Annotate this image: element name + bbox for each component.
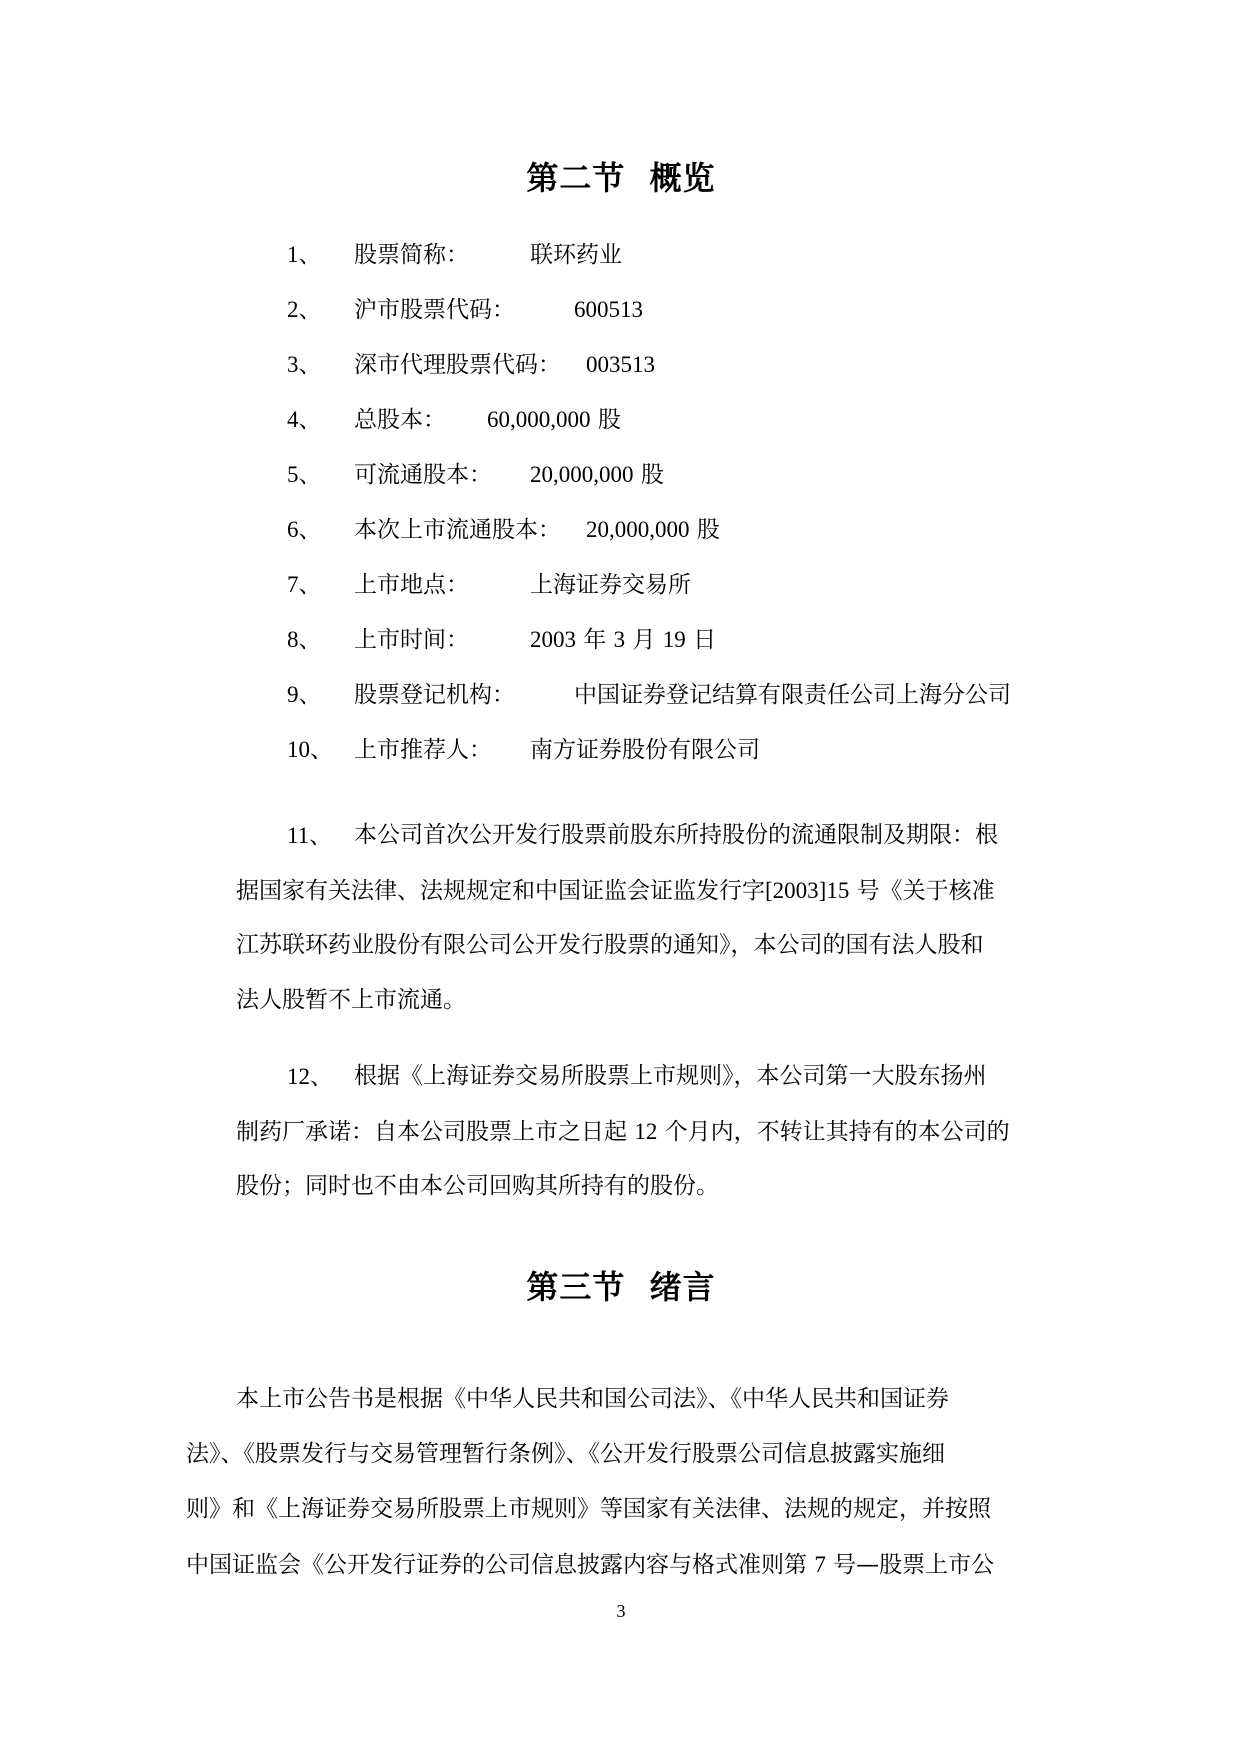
item-number: 7、 [287, 572, 322, 597]
paragraph-line [236, 1104, 1010, 1160]
item-number: 12、 [287, 1064, 333, 1089]
item-label: 沪市股票代码： [354, 297, 515, 323]
item-label: 股票简称： [354, 242, 469, 268]
item-value: 南方证券股份有限公司 [530, 737, 760, 763]
line-text: 号—股票上市公 [825, 1552, 995, 1578]
item-label: 上市时间： [354, 627, 469, 653]
item-value [586, 515, 720, 545]
item-label: 股票登记机构： [354, 682, 515, 708]
item-number: 1、 [287, 242, 322, 267]
line-text: 中国证监会《公开发行证券的公司信息披露内容与格式准则第 [186, 1552, 815, 1578]
months-number: 12 [634, 1119, 658, 1144]
paragraph-line [186, 1537, 994, 1593]
item-label: 上市推荐人： [354, 737, 492, 763]
item-label: 总股本： [354, 407, 446, 433]
item-number: 5、 [287, 462, 322, 487]
date-year: 2003 [530, 627, 576, 652]
paragraph-line: 根据《上海证券交易所股票上市规则》，本公司第一大股东扬州 [354, 1063, 987, 1089]
item-value [487, 405, 621, 435]
item-value-unit: 股 [597, 407, 621, 433]
line-text: 制药厂承诺：自本公司股票上市之日起 [236, 1119, 635, 1145]
paragraph-line: 股份；同时也不由本公司回购其所持有的股份。 [236, 1173, 719, 1199]
line-text: 号《关于核准 [849, 878, 995, 904]
item-label: 本次上市流通股本： [354, 517, 561, 543]
section-3-title: 第三节 绪言 [526, 1268, 716, 1306]
date-year-unit: 年 [583, 627, 607, 653]
item-value-unit: 股 [696, 517, 720, 543]
item-number: 3、 [287, 352, 322, 377]
item-label: 可流通股本： [354, 462, 492, 488]
item-number: 6、 [287, 517, 322, 542]
paragraph-line: 则》和《上海证券交易所股票上市规则》等国家有关法律、法规的规定，并按照 [186, 1496, 991, 1522]
date-day: 19 [662, 627, 686, 652]
line-text: 据国家有关法律、法规规定和中国证监会证监发行字 [236, 878, 765, 904]
line-text: 个月内，不转让其持有的本公司的 [657, 1119, 1010, 1145]
item-value: 中国证券登记结算有限责任公司上海分公司 [574, 682, 1011, 708]
item-value-number: 20,000,000 [586, 517, 690, 542]
paragraph-line: 本上市公告书是根据《中华人民共和国公司法》、《中华人民共和国证券 [236, 1386, 949, 1412]
page-number: 3 [616, 1601, 626, 1621]
paragraph-line: 江苏联环药业股份有限公司公开发行股票的通知》，本公司的国有法人股和 [236, 932, 984, 958]
date-day-unit: 日 [693, 627, 717, 653]
item-value [530, 460, 664, 490]
item-value: 003513 [586, 352, 655, 377]
item-label: 上市地点： [354, 572, 469, 598]
item-value-unit: 股 [640, 462, 664, 488]
paragraph-line: 本公司首次公开发行股票前股东所持股份的流通限制及期限：根 [354, 822, 998, 848]
item-number: 10、 [287, 737, 333, 762]
item-value-number: 20,000,000 [530, 462, 634, 487]
rule-number: 7 [814, 1552, 826, 1577]
item-number: 9、 [287, 682, 322, 707]
paragraph-line [236, 863, 995, 919]
item-value: 上海证券交易所 [530, 572, 691, 598]
section-2-title: 第二节 概览 [526, 159, 716, 197]
item-value-number: 60,000,000 [487, 407, 591, 432]
item-number: 11、 [287, 823, 333, 848]
item-value: 600513 [574, 297, 643, 322]
item-value: 联环药业 [530, 242, 622, 268]
item-value [530, 625, 716, 655]
item-number: 2、 [287, 297, 322, 322]
date-month: 3 [613, 627, 626, 652]
item-label: 深市代理股票代码： [354, 352, 561, 378]
item-number: 4、 [287, 407, 322, 432]
item-number: 8、 [287, 627, 322, 652]
paragraph-line: 法》、《股票发行与交易管理暂行条例》、《公开发行股票公司信息披露实施细 [186, 1441, 945, 1467]
date-month-unit: 月 [632, 627, 656, 653]
document-number: [2003]15 [765, 878, 850, 903]
paragraph-line: 法人股暂不上市流通。 [236, 987, 466, 1013]
